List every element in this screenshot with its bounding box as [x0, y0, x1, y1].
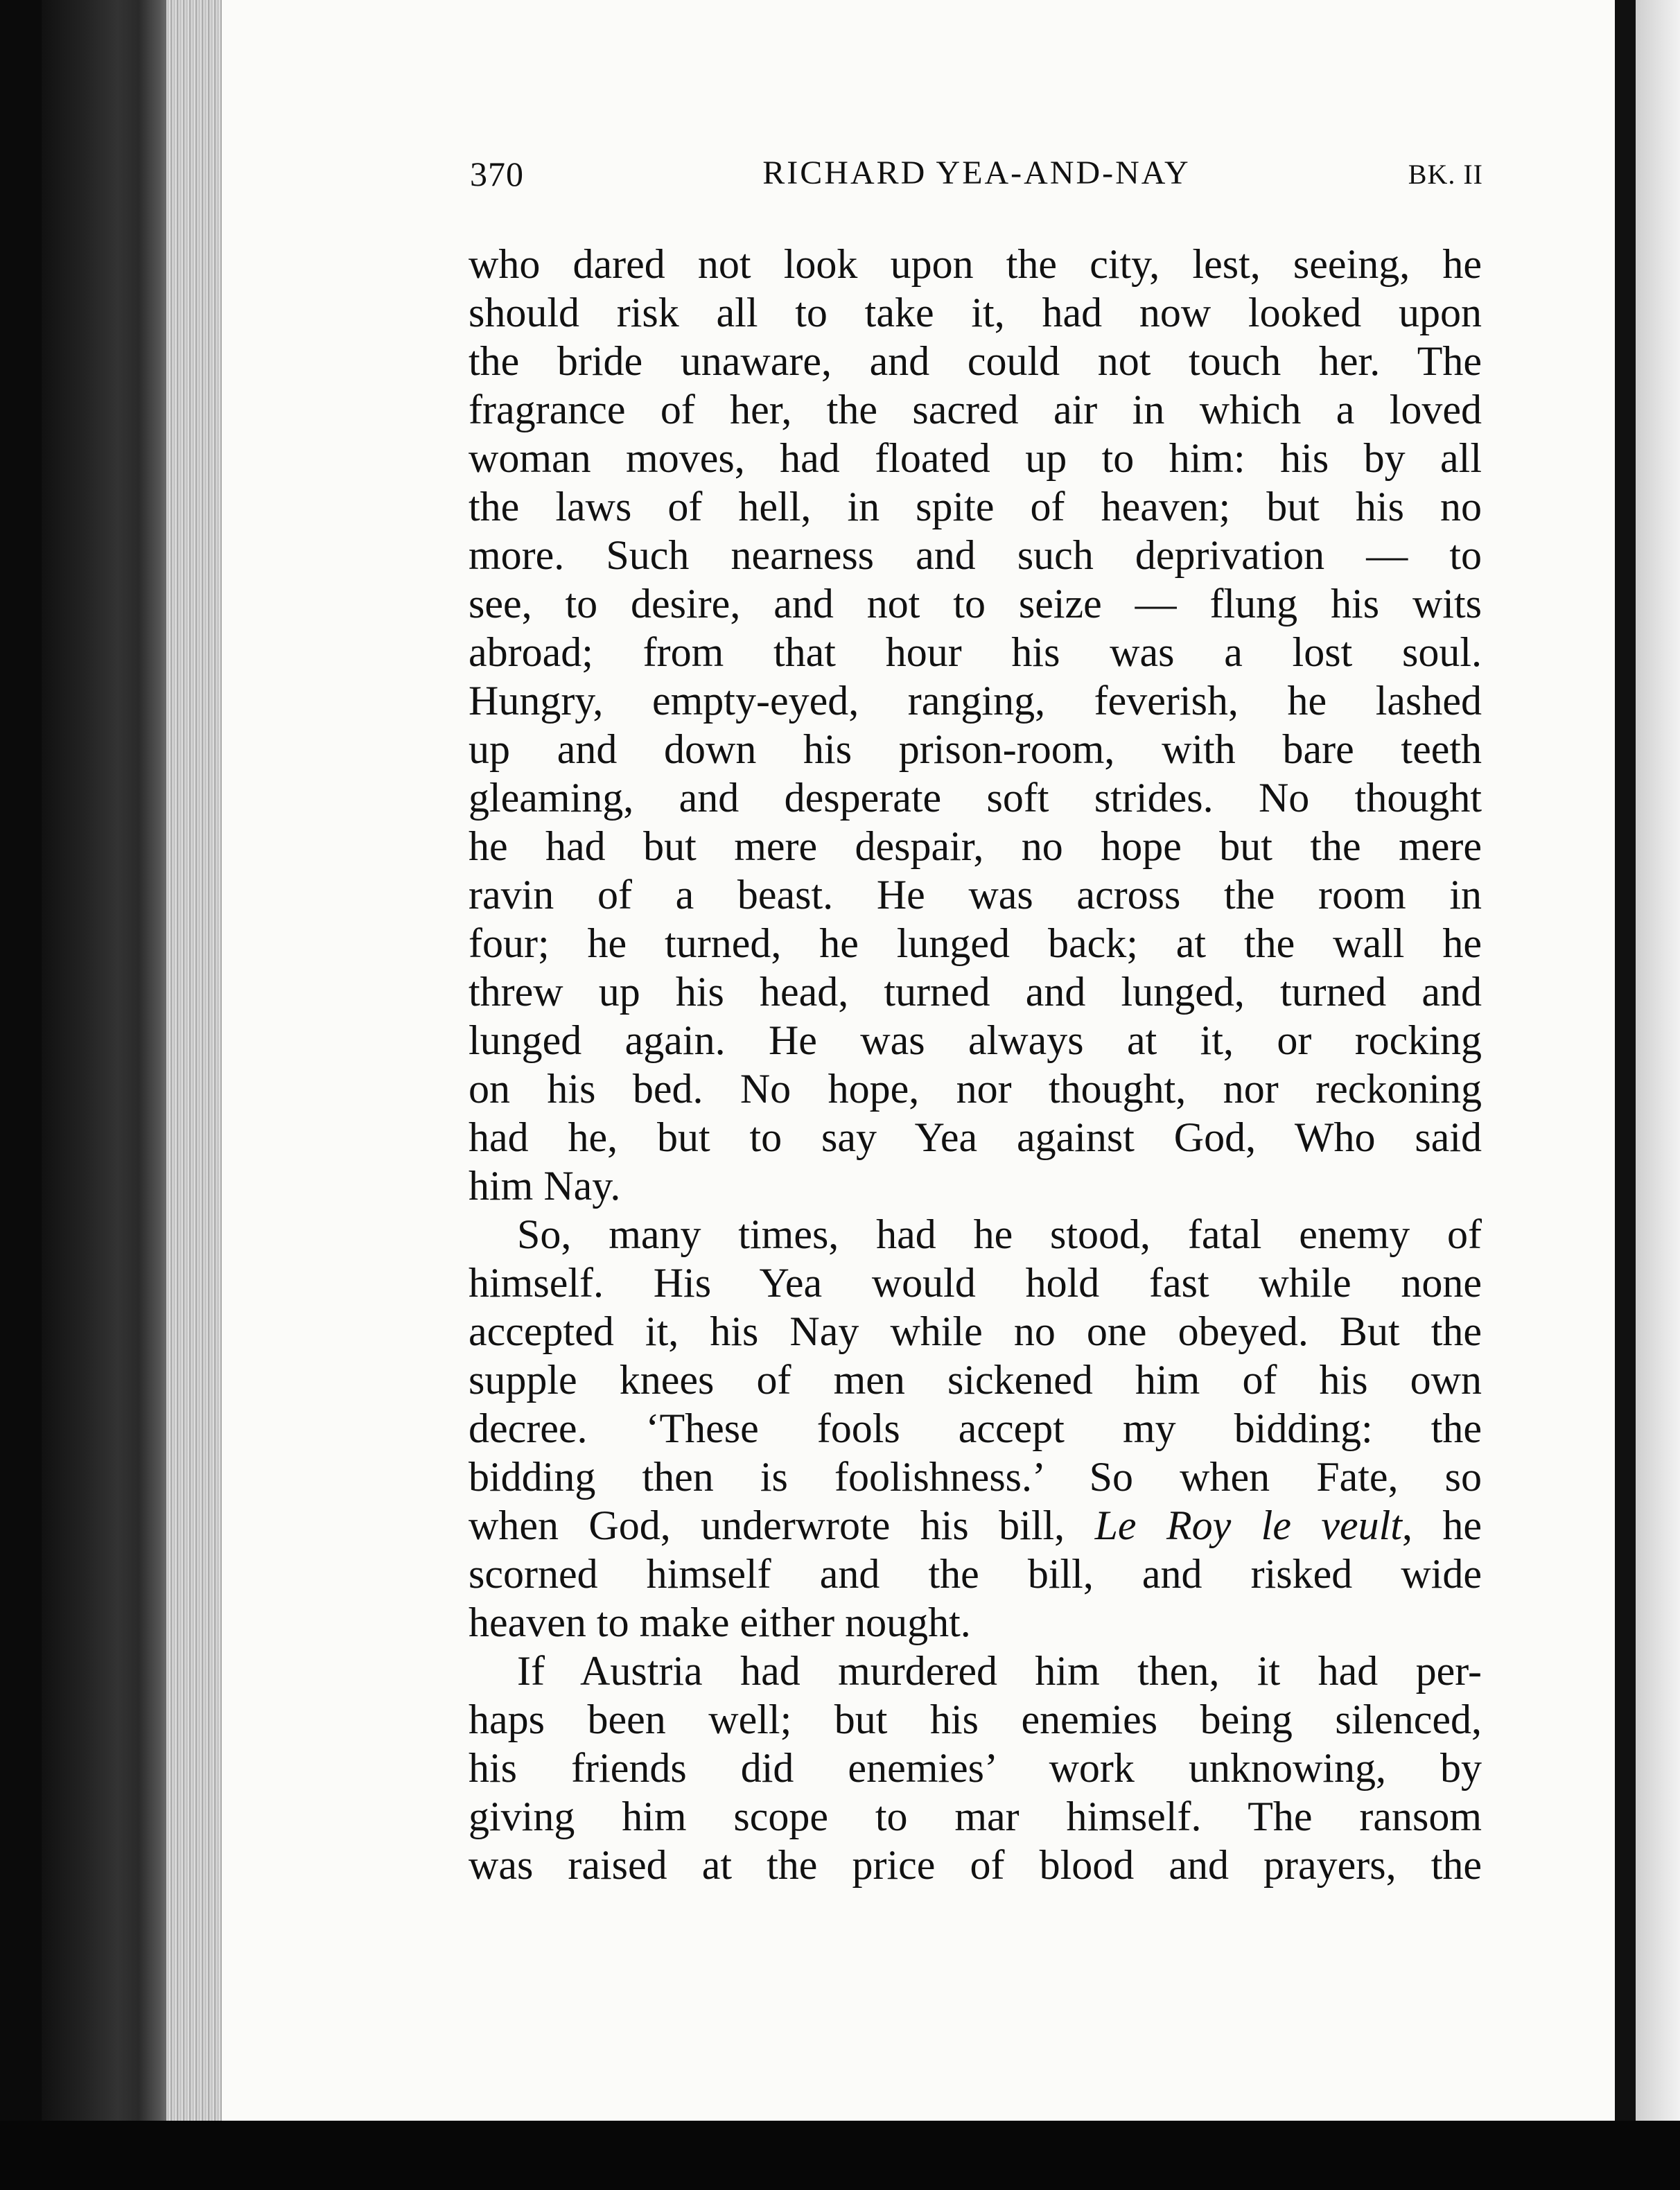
page-edges	[166, 0, 222, 2135]
text-line: his friends did enemies’ work unknowing, by	[469, 1745, 1482, 1791]
text-line-with-italic	[469, 1501, 1482, 1550]
text-line: heaven to make either nought.	[469, 1600, 971, 1645]
text-line: had he, but to say Yea against God, Who said	[469, 1114, 1482, 1160]
text-line: should risk all to take it, had now looked upon	[469, 290, 1482, 335]
text-line: ravin of a beast. He was across the room in	[469, 872, 1482, 918]
text-line: see, to desire, and not to seize — flung his wits	[469, 581, 1482, 627]
text-line: Hungry, empty-eyed, ranging, feverish, he lashed	[469, 678, 1482, 724]
italic-phrase: Le Roy le veult	[1094, 1503, 1402, 1548]
text-line: decree. ‘These fools accept my bidding: the	[469, 1405, 1482, 1451]
text-line: scorned himself and the bill, and risked wide	[469, 1551, 1482, 1597]
running-head	[470, 154, 1483, 202]
text-line: on his bed. No hope, nor thought, nor reckoning	[469, 1066, 1482, 1112]
text-line: up and down his prison-room, with bare teeth	[469, 726, 1482, 772]
text-line: more. Such nearness and such deprivation — to	[469, 532, 1482, 578]
text-line: was raised at the price of blood and prayers, the	[469, 1842, 1482, 1888]
scan-bottom-margin	[0, 2121, 1680, 2190]
book-part-label: BK. II	[1408, 159, 1483, 190]
text-line: lunged again. He was always at it, or rocking	[469, 1017, 1482, 1063]
text-line: supple knees of men sickened him of his own	[469, 1357, 1482, 1403]
text-line: bidding then is foolishness.’ So when Fate, so	[469, 1454, 1482, 1500]
text-line: haps been well; but his enemies being silenced,	[469, 1697, 1482, 1742]
book-binding	[42, 0, 180, 2135]
text-segment: , he	[1401, 1503, 1482, 1548]
text-line: he had but mere despair, no hope but the mere	[469, 823, 1482, 869]
text-line: accepted it, his Nay while no one obeyed. But the	[469, 1308, 1482, 1354]
text-line: himself. His Yea would hold fast while none	[469, 1260, 1482, 1306]
text-line: the bride unaware, and could not touch her. The	[469, 338, 1482, 384]
text-segment: when God, underwrote his bill,	[469, 1503, 1095, 1548]
text-line: him Nay.	[469, 1163, 621, 1209]
text-line: four; he turned, he lunged back; at the wall he	[469, 920, 1482, 966]
text-line: the laws of hell, in spite of heaven; but his no	[469, 484, 1482, 529]
adjacent-page-edge	[1636, 0, 1680, 2135]
text-line: woman moves, had floated up to him: his by all	[469, 435, 1482, 481]
text-line: threw up his head, turned and lunged, turned and	[469, 969, 1482, 1015]
text-line: who dared not look upon the city, lest, seeing, he	[469, 241, 1482, 287]
running-title: RICHARD YEA-AND-NAY	[762, 155, 1191, 191]
body-text	[469, 240, 1482, 1889]
text-line: giving him scope to mar himself. The ransom	[469, 1794, 1482, 1839]
text-line: gleaming, and desperate soft strides. No thought	[469, 775, 1482, 821]
text-line: So, many times, had he stood, fatal enemy of	[517, 1211, 1482, 1257]
text-line: If Austria had murdered him then, it had per-	[517, 1648, 1482, 1694]
page-number: 370	[470, 155, 524, 193]
text-line: fragrance of her, the sacred air in which a loved	[469, 387, 1482, 432]
text-line: abroad; from that hour his was a lost soul.	[469, 629, 1482, 675]
page-gutter-shadow	[1615, 0, 1636, 2135]
